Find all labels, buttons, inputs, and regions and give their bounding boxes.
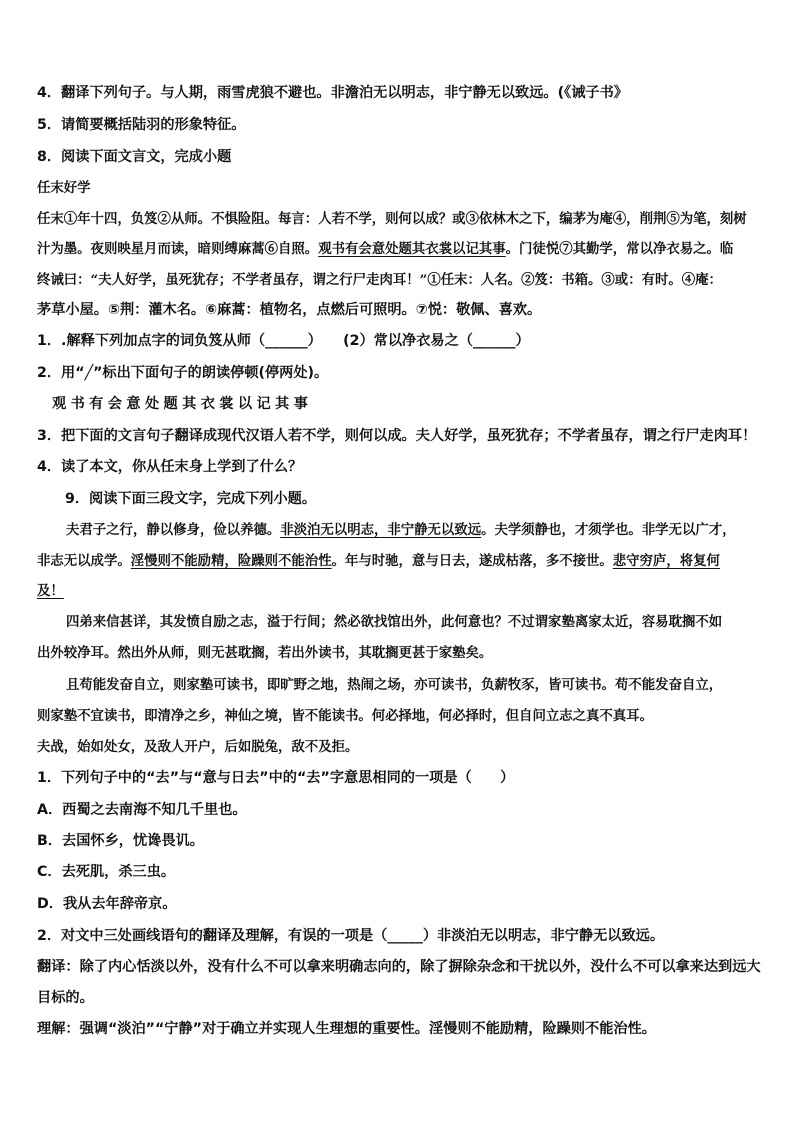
option-a: A．西蜀之去南海不知几千里也。 — [37, 802, 247, 818]
annotation-line: 茅草小屋。⑤荆：灌木名。⑥麻蒿：植物名，点燃后可照明。⑦悦：敬佩、喜欢。 — [37, 302, 542, 318]
passage-line: 夫战，始如处女，及敌人开户，后如脱兔，敌不及拒。 — [37, 739, 359, 755]
question-4-translate: 4．翻译下列句子。与人期，雨雪虎狼不避也。非澹泊无以明志，非宁静无以致远。(《诫子书》 — [37, 85, 628, 101]
passage-text: 夫君子之行，静以修身，俭以养德。 — [66, 522, 281, 538]
option-d: D．我从去年辞帝京。 — [37, 896, 177, 912]
underlined-sentence: 非淡泊无以明志，非宁静无以致远 — [280, 522, 482, 538]
passage-line: 则家塾不宜读书，即清净之乡，神仙之境，皆不能读书。何必择地，何必择时，但自问立志之真不真耳。 — [37, 708, 653, 724]
question-9-header: 9．阅读下面三段文字，完成下列小题。 — [65, 491, 317, 507]
passage-line: 且苟能发奋自立，则家塾可读书，即旷野之地，热闹之场，亦可读书，负薪牧豕，皆可读书。苟不能发奋自立， — [66, 677, 723, 693]
sub-question-4: 4．读了本文，你从任末身上学到了什么？ — [37, 459, 303, 475]
sub-question-2: 2．用“╱”标出下面句子的朗读停顿(停两处)。 — [37, 365, 329, 381]
passage-text: 。年与时驰，意与日去，遂成枯落，多不接世。 — [331, 553, 613, 569]
sub-question-1: 1．.解释下列加点字的词负笈从师（______） (2）常以净衣易之（______） — [37, 333, 530, 349]
translation-line: 目标的。 — [37, 990, 94, 1006]
option-c: C．去死肌，杀三虫。 — [37, 864, 176, 880]
underlined-sentence: 淫慢则不能励精，险躁则不能治性 — [130, 553, 332, 569]
question-8-header: 8．阅读下面文言文，完成小题 — [37, 149, 232, 165]
understanding-line: 理解：强调“淡泊”“宁静”对于确立并实现人生理想的重要性。淫慢则不能励精，险躁则不能治性。 — [37, 1021, 656, 1037]
passage-line — [37, 551, 766, 571]
passage-text: 汁为墨。夜则映星月而读，暗则缚麻蒿⑥自照。 — [37, 241, 319, 257]
mc-question-2: 2．对文中三处画线语句的翻译及理解，有误的一项是（_____）非淡泊无以明志，非宁静无以致远。 — [37, 928, 665, 944]
option-b: B．去国怀乡，忧谗畏讥。 — [37, 833, 204, 849]
translation-line: 翻译：除了内心恬淡以外，没有什么不可以拿来明确志向的，除了摒除杂念和干扰以外，没什么不可以拿来达到远大 — [37, 959, 761, 975]
passage-line: 任末①年十四，负笈②从师。不惧险阻。每言：人若不学，则何以成？或③依林木之下，编茅为庵④，削荆⑤为笔，刻树 — [37, 211, 747, 227]
underlined-sentence: 观书有会意处题其衣裳以记其事 — [318, 241, 506, 257]
passage-line: 终诫曰：“夫人好学，虽死犹存；不学者虽存，谓之行尸走肉耳！”①任末：人名。②笈：书箱。③或：有时。④庵： — [37, 272, 722, 288]
passage-line: 出外较净耳。然出外从师，则无甚耽搁，若出外读书，其耽搁更甚于家塾矣。 — [37, 645, 493, 661]
underlined-sentence: 悲守穷庐，将复何 — [612, 553, 720, 569]
pause-sentence: 观书有会意处题其衣裳以记其事 — [52, 396, 313, 412]
passage-text: 非志无以成学。 — [37, 553, 131, 569]
passage-line — [66, 520, 766, 540]
passage-title: 任末好学 — [37, 180, 91, 196]
passage-text: 。门徒悦⑦其勤学，常以净衣易之。临 — [505, 241, 734, 257]
passage-line: 四弟来信甚详，其发愤自励之志，溢于行间；然必欲找馆出外，此何意也？不过谓家塾离家太近，容易耽搁不如 — [66, 614, 723, 630]
sub-question-3: 3．把下面的文言句子翻译成现代汉语人若不学，则何以成。夫人好学，虽死犹存；不学者虽存，谓之行尸走肉耳！ — [37, 428, 757, 444]
mc-question-1: 1．下列句子中的“去”与“意与日去”中的“去”字意思相同的一项是（ ） — [37, 770, 515, 786]
question-5: 5．请简要概括陆羽的形象特征。 — [37, 117, 246, 133]
passage-line — [37, 239, 766, 259]
passage-text: 。夫学须静也，才须学也。非学无以广才， — [481, 522, 736, 538]
underlined-sentence: 及！ — [37, 583, 64, 599]
passage-line — [37, 581, 766, 601]
